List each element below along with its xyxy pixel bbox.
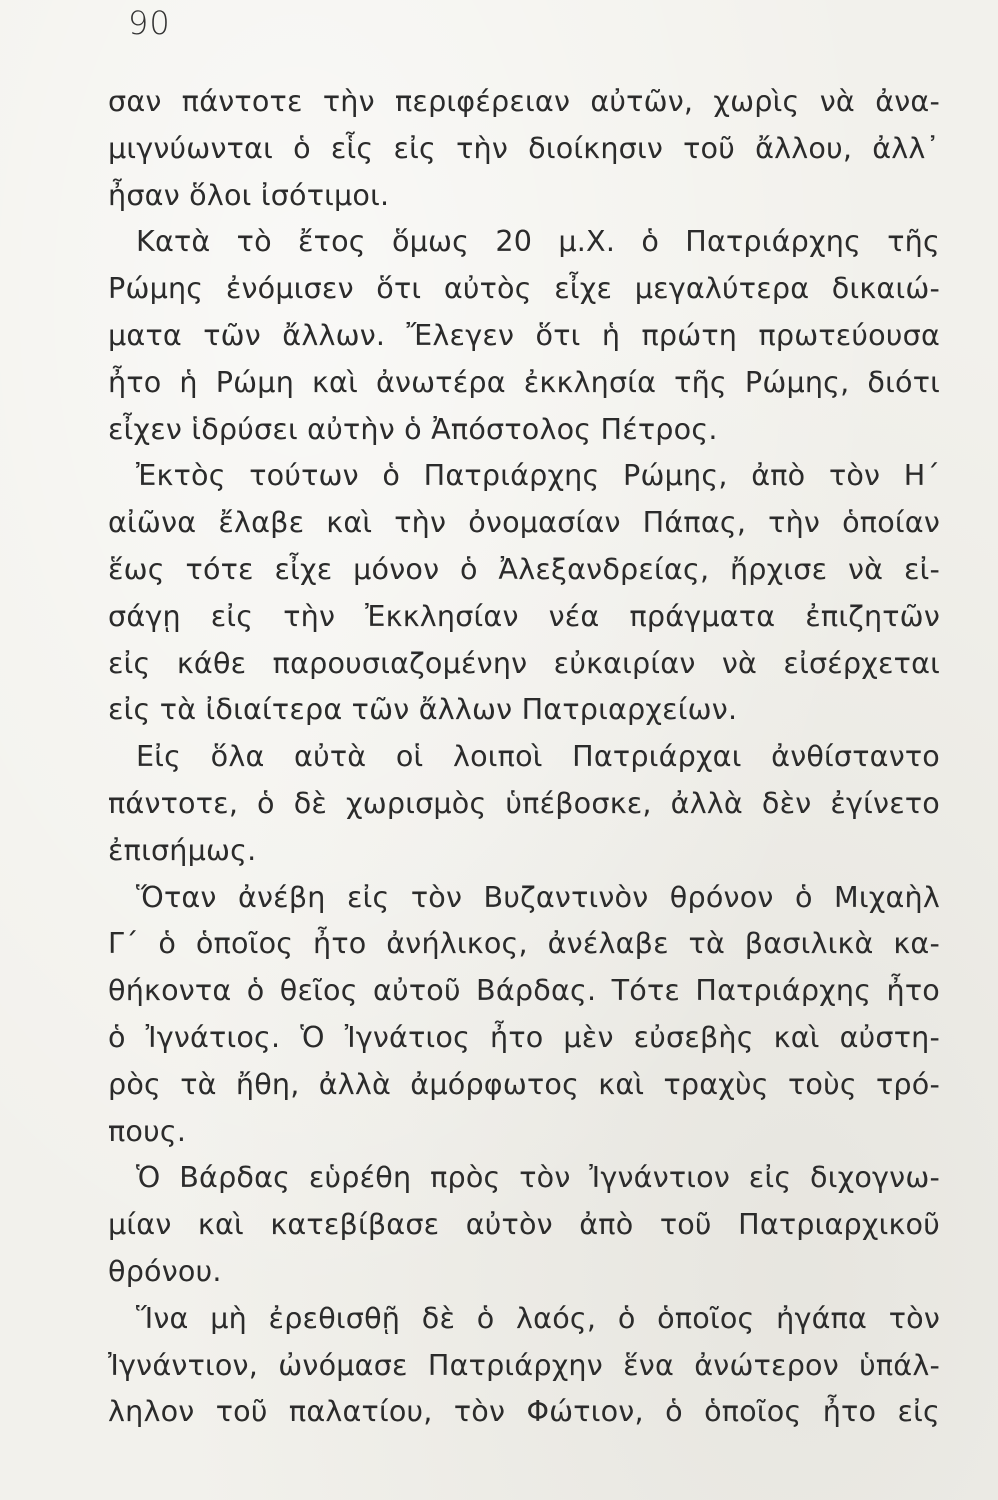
text-line: ἐπισήμως. xyxy=(108,832,257,867)
text-line: Ἰγνάντιον, ὠνόμασε Πατριάρχην ἕνα ἀνώτερον ὑπάλ- xyxy=(108,1347,940,1382)
text-line: εἶχεν ἱδρύσει αὐτὴν ὁ Ἀπόστολος Πέτρος. xyxy=(108,411,718,446)
text-line: Γ´ ὁ ὁποῖος ἦτο ἀνήλικος, ἀνέλαβε τὰ βασιλικὰ κα- xyxy=(108,926,940,961)
text-line: ἦτο ἡ Ρώμη καὶ ἀνωτέρα ἐκκλησία τῆς Ρώμης, διότι xyxy=(108,364,940,399)
text-line: Ἐκτὸς τούτων ὁ Πατριάρχης Ρώμης, ἀπὸ τὸν Η´ xyxy=(136,458,940,493)
text-line: θρόνου. xyxy=(108,1253,222,1288)
text-line: μίαν καὶ κατεβίβασε αὐτὸν ἀπὸ τοῦ Πατριαρχικοῦ xyxy=(108,1207,940,1242)
text-line: ληλον τοῦ παλατίου, τὸν Φώτιον, ὁ ὁποῖος ἦτο εἰς xyxy=(108,1394,940,1429)
text-line: Ὁ Βάρδας εὑρέθη πρὸς τὸν Ἰγνάντιον εἰς διχογνω- xyxy=(136,1160,940,1195)
text-line: Εἰς ὅλα αὐτὰ οἱ λοιποὶ Πατριάρχαι ἀνθίσταντο xyxy=(136,739,940,774)
text-line: ἕως τότε εἶχε μόνον ὁ Ἀλεξανδρείας, ἤρχισε νὰ εἰ- xyxy=(108,551,940,586)
text-line: μιγνύωνται ὁ εἷς εἰς τὴν διοίκησιν τοῦ ἄλλου, ἀλλ᾽ xyxy=(108,130,940,165)
text-line: σαν πάντοτε τὴν περιφέρειαν αὐτῶν, χωρὶς νὰ ἀνα- xyxy=(108,84,940,118)
text-line: εἰς τὰ ἰδιαίτερα τῶν ἄλλων Πατριαρχείων. xyxy=(108,692,738,727)
text-line: ρὸς τὰ ἤθη, ἀλλὰ ἀμόρφωτος καὶ τραχὺς τοὺς τρό- xyxy=(108,1066,940,1101)
body-text xyxy=(108,78,940,1435)
text-line: εἰς κάθε παρουσιαζομένην εὐκαιρίαν νὰ εἰσέρχεται xyxy=(108,645,940,680)
text-line: ὁ Ἰγνάτιος. Ὁ Ἰγνάτιος ἦτο μὲν εὐσεβὴς καὶ αὐστη- xyxy=(108,1019,940,1054)
text-line: Ἵνα μὴ ἐρεθισθῇ δὲ ὁ λαός, ὁ ὁποῖος ἠγάπα τὸν xyxy=(136,1300,940,1335)
text-line: αἰῶνα ἔλαβε καὶ τὴν ὀνομασίαν Πάπας, τὴν ὁποίαν xyxy=(108,505,940,540)
text-line: θήκοντα ὁ θεῖος αὐτοῦ Βάρδας. Τότε Πατριάρχης ἦτο xyxy=(108,973,940,1008)
text-line: Ὅταν ἀνέβη εἰς τὸν Βυζαντινὸν θρόνον ὁ Μιχαὴλ xyxy=(136,879,940,914)
text-line: πους. xyxy=(108,1113,187,1148)
page-number: 90 xyxy=(128,4,171,42)
text-line: Κατὰ τὸ ἔτος ὅμως 20 μ.Χ. ὁ Πατριάρχης τῆς xyxy=(136,224,940,259)
text-line: ἦσαν ὅλοι ἰσότιμοι. xyxy=(108,177,390,212)
text-line: πάντοτε, ὁ δὲ χωρισμὸς ὑπέβοσκε, ἀλλὰ δὲν ἐγίνετο xyxy=(108,785,940,820)
text-line: σάγῃ εἰς τὴν Ἐκκλησίαν νέα πράγματα ἐπιζητῶν xyxy=(108,598,940,633)
text-line: ματα τῶν ἄλλων. Ἔλεγεν ὅτι ἡ πρώτη πρωτεύουσα xyxy=(108,317,940,352)
text-line: Ρώμης ἐνόμισεν ὅτι αὐτὸς εἶχε μεγαλύτερα δικαιώ- xyxy=(108,271,940,306)
